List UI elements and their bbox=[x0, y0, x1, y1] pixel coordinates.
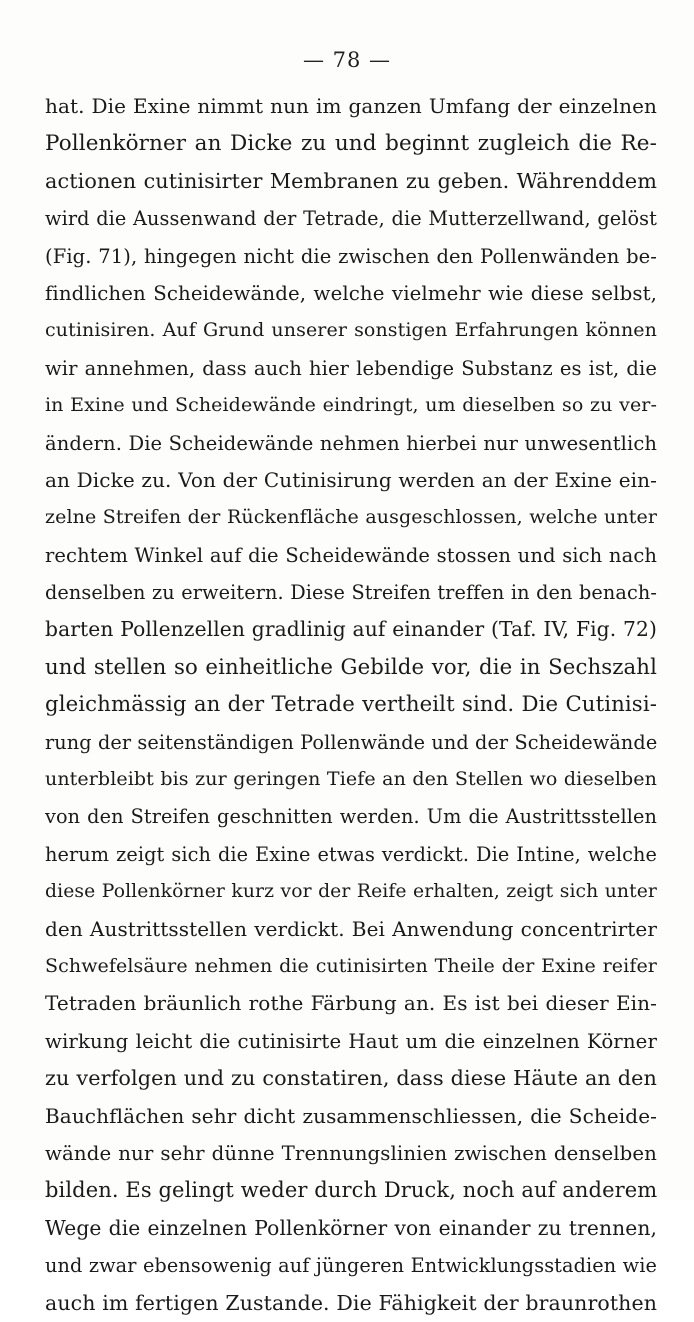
text-line: barten Pollenzellen gradlinig auf einander (Taf. IV, Fig. 72) bbox=[45, 617, 657, 642]
text-line: den Austrittsstellen verdickt. Bei Anwendung concentrirter bbox=[45, 916, 657, 941]
text-line: Pollenkörner an Dicke zu und beginnt zugleich die Re- bbox=[45, 131, 657, 157]
text-line: an Dicke zu. Von der Cutinisirung werden an der Exine ein- bbox=[45, 467, 657, 492]
text-line: wände nur sehr dünne Trennungslinien zwischen denselben bbox=[45, 1141, 657, 1165]
text-line: Tetraden bräunlich rothe Färbung an. Es ist bei dieser Ein- bbox=[45, 991, 657, 1016]
body-text bbox=[45, 88, 657, 1322]
text-line: in Exine und Scheidewände eindringt, um dieselben so zu ver- bbox=[45, 394, 657, 417]
text-line: Bauchflächen sehr dicht zusammenschliessen, die Scheide- bbox=[45, 1103, 657, 1128]
text-line: cutinisiren. Auf Grund unserer sonstigen Erfahrungen können bbox=[45, 319, 657, 342]
text-line: bilden. Es gelingt weder durch Druck, noch auf anderem bbox=[45, 1178, 657, 1203]
text-line: und zwar ebensowenig auf jüngeren Entwicklungsstadien wie bbox=[45, 1254, 657, 1278]
text-line: Schwefelsäure nehmen die cutinisirten Theile der Exine reifer bbox=[45, 954, 657, 977]
text-line: zu verfolgen und zu constatiren, dass diese Häute an den bbox=[45, 1066, 657, 1091]
text-line: von den Streifen geschnitten werden. Um die Austrittsstellen bbox=[45, 805, 657, 829]
text-line: zelne Streifen der Rückenfläche ausgeschlossen, welche unter bbox=[45, 506, 657, 529]
text-line: actionen cutinisirter Membranen zu geben. Währenddem bbox=[45, 168, 657, 193]
text-line: auch im fertigen Zustande. Die Fähigkeit der braunrothen bbox=[45, 1290, 657, 1315]
text-line: wird die Aussenwand der Tetrade, die Mutterzellwand, gelöst bbox=[45, 207, 657, 231]
text-line: rung der seitenständigen Pollenwände und der Scheidewände bbox=[45, 730, 657, 754]
text-line: ändern. Die Scheidewände nehmen hierbei nur unwesentlich bbox=[45, 431, 657, 455]
text-line: herum zeigt sich die Exine etwas verdickt. Die Intine, welche bbox=[45, 842, 657, 866]
text-line: wir annehmen, dass auch hier lebendige Substanz es ist, die bbox=[45, 356, 657, 380]
text-line: hat. Die Exine nimmt nun im ganzen Umfang der einzelnen bbox=[45, 94, 657, 118]
page-number: — 78 — bbox=[302, 48, 392, 72]
text-line: (Fig. 71), hingegen nicht die zwischen den Pollenwänden be- bbox=[45, 244, 657, 268]
text-line: diese Pollenkörner kurz vor der Reife erhalten, zeigt sich unter bbox=[45, 881, 657, 903]
text-line: gleichmässig an der Tetrade vertheilt sind. Die Cutinisi- bbox=[45, 692, 657, 718]
text-line: denselben zu erweitern. Diese Streifen treffen in den benach- bbox=[45, 581, 657, 605]
text-line: unterbleibt bis zur geringen Tiefe an den Stellen wo dieselben bbox=[45, 768, 657, 791]
text-line: Wege die einzelnen Pollenkörner von einander zu trennen, bbox=[45, 1215, 657, 1240]
text-line: und stellen so einheitliche Gebilde vor, die in Sechszahl bbox=[45, 654, 657, 680]
text-line: findlichen Scheidewände, welche vielmehr wie diese selbst, bbox=[45, 281, 657, 305]
text-line: rechtem Winkel auf die Scheidewände stossen und sich nach bbox=[45, 543, 657, 567]
text-line: wirkung leicht die cutinisirte Haut um die einzelnen Körner bbox=[45, 1029, 657, 1053]
